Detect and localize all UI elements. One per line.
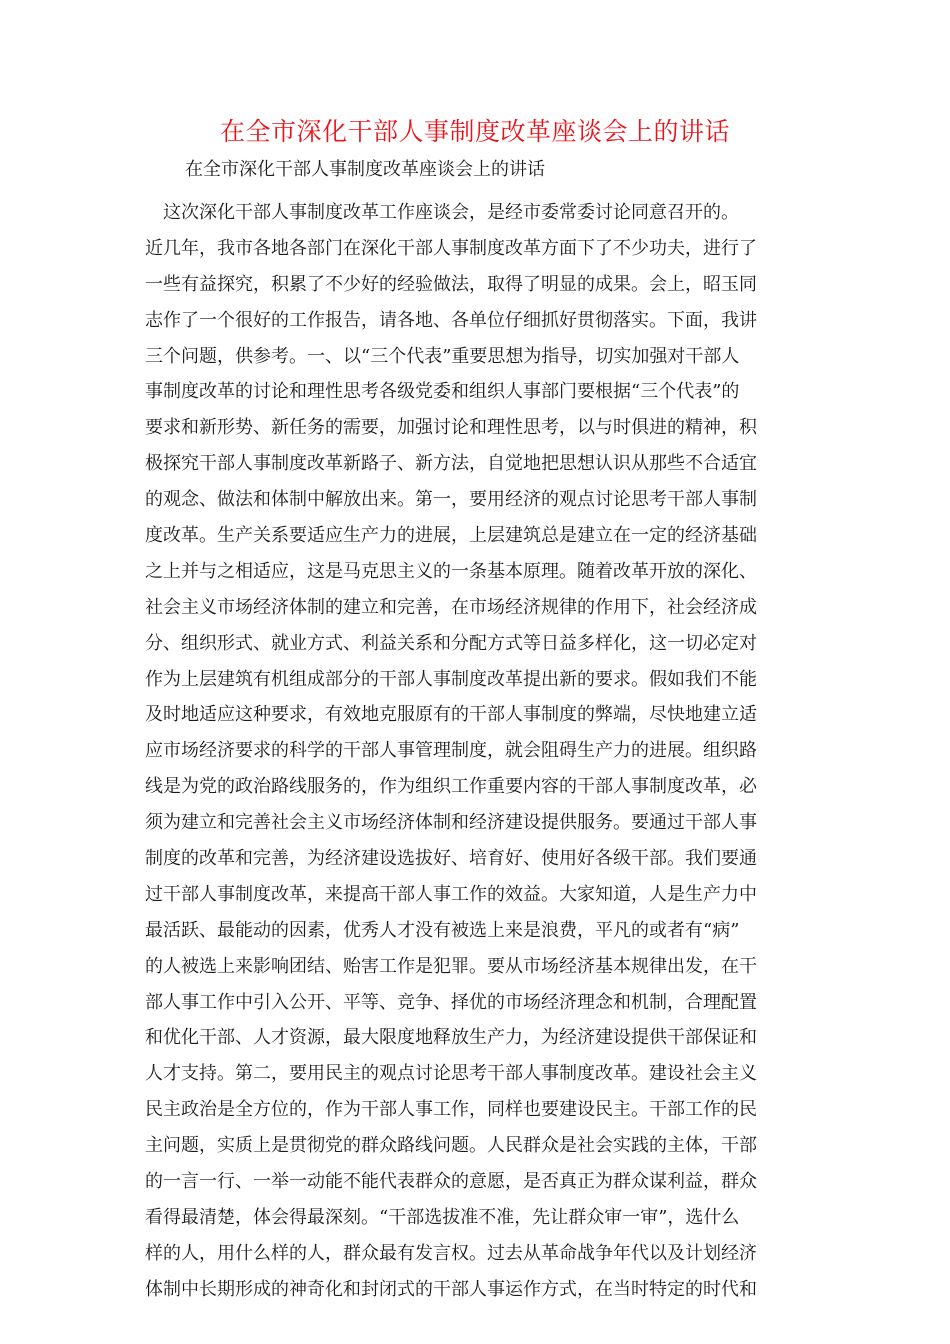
body-line: 志作了一个很好的工作报告，请各地、各单位仔细抓好贯彻落实。下面，我讲	[145, 309, 757, 331]
body-line: 社会主义市场经济体制的建立和完善，在市场经济规律的作用下，社会经济成	[145, 596, 757, 618]
body-line: 极探究干部人事制度改革新路子、新方法，自觉地把思想认识从那些不合适宜	[145, 453, 757, 475]
body-line: 过干部人事制度改革，来提高干部人事工作的效益。大家知道，人是生产力中	[145, 883, 757, 905]
body-line: 线是为党的政治路线服务的，作为组织工作重要内容的干部人事制度改革，必	[145, 776, 757, 798]
body-line: 的观念、做法和体制中解放出来。第一，要用经济的观点讨论思考干部人事制	[145, 489, 757, 511]
body-line: 须为建立和完善社会主义市场经济体制和经济建设提供服务。要通过干部人事	[145, 812, 757, 834]
body-line: 三个问题，供参考。一、以“三个代表”重要思想为指导，切实加强对干部人	[145, 345, 740, 367]
body-line: 及时地适应这种要求，有效地克服原有的干部人事制度的弊端，尽快地建立适	[145, 704, 757, 726]
body-line: 样的人，用什么样的人，群众最有发言权。过去从革命战争年代以及计划经济	[145, 1242, 757, 1264]
body-line: 作为上层建筑有机组成部分的干部人事制度改革提出新的要求。假如我们不能	[145, 668, 757, 690]
body-line: 最活跃、最能动的因素，优秀人才没有被选上来是浪费，平凡的或者有“病”	[145, 919, 740, 941]
body-line: 之上并与之相适应，这是马克思主义的一条基本原理。随着改革开放的深化、	[145, 560, 757, 582]
body-line: 体制中长期形成的神奇化和封闭式的干部人事运作方式，在当时特定的时代和	[145, 1278, 757, 1300]
document-title: 在全市深化干部人事制度改革座谈会上的讲话	[219, 117, 730, 146]
body-line: 主问题，实质上是贯彻党的群众路线问题。人民群众是社会实践的主体，干部	[145, 1135, 757, 1157]
body-line: 民主政治是全方位的，作为干部人事工作，同样也要建设民主。干部工作的民	[145, 1099, 757, 1121]
body-line: 这次深化干部人事制度改革工作座谈会，是经市委常委讨论同意召开的。	[145, 202, 739, 223]
body-line: 制度的改革和完善，为经济建设选拔好、培育好、使用好各级干部。我们要通	[145, 848, 757, 870]
body-line: 应市场经济要求的科学的干部人事管理制度，就会阻碍生产力的进展。组织路	[145, 740, 757, 762]
body-line: 要求和新形势、新任务的需要，加强讨论和理性思考，以与时俱进的精神，积	[145, 417, 757, 439]
document-subtitle: 在全市深化干部人事制度改革座谈会上的讲话	[185, 159, 545, 180]
body-line: 和优化干部、人才资源，最大限度地释放生产力，为经济建设提供干部保证和	[145, 1027, 757, 1049]
body-line: 近几年，我市各地各部门在深化干部人事制度改革方面下了不少功夫，进行了	[145, 237, 757, 259]
body-line: 看得最清楚，体会得最深刻。“干部选拔准不准，先让群众审一审”，选什么	[145, 1206, 740, 1228]
document-body	[145, 195, 825, 1308]
body-line: 的一言一行、一举一动能不能代表群众的意愿，是否真正为群众谋利益，群众	[145, 1171, 757, 1193]
body-line: 人才支持。第二，要用民主的观点讨论思考干部人事制度改革。建设社会主义	[145, 1063, 757, 1085]
body-line: 一些有益探究，积累了不少好的经验做法，取得了明显的成果。会上，昭玉同	[145, 273, 757, 295]
body-line: 部人事工作中引入公开、平等、竞争、择优的市场经济理念和机制，合理配置	[145, 991, 757, 1013]
body-line: 分、组织形式、就业方式、利益关系和分配方式等日益多样化，这一切必定对	[145, 632, 757, 654]
body-line: 度改革。生产关系要适应生产力的进展，上层建筑总是建立在一定的经济基础	[145, 525, 757, 547]
body-line: 事制度改革的讨论和理性思考各级党委和组织人事部门要根据“三个代表”的	[145, 381, 740, 403]
body-line: 的人被选上来影响团结、贻害工作是犯罪。要从市场经济基本规律出发，在干	[145, 955, 757, 977]
